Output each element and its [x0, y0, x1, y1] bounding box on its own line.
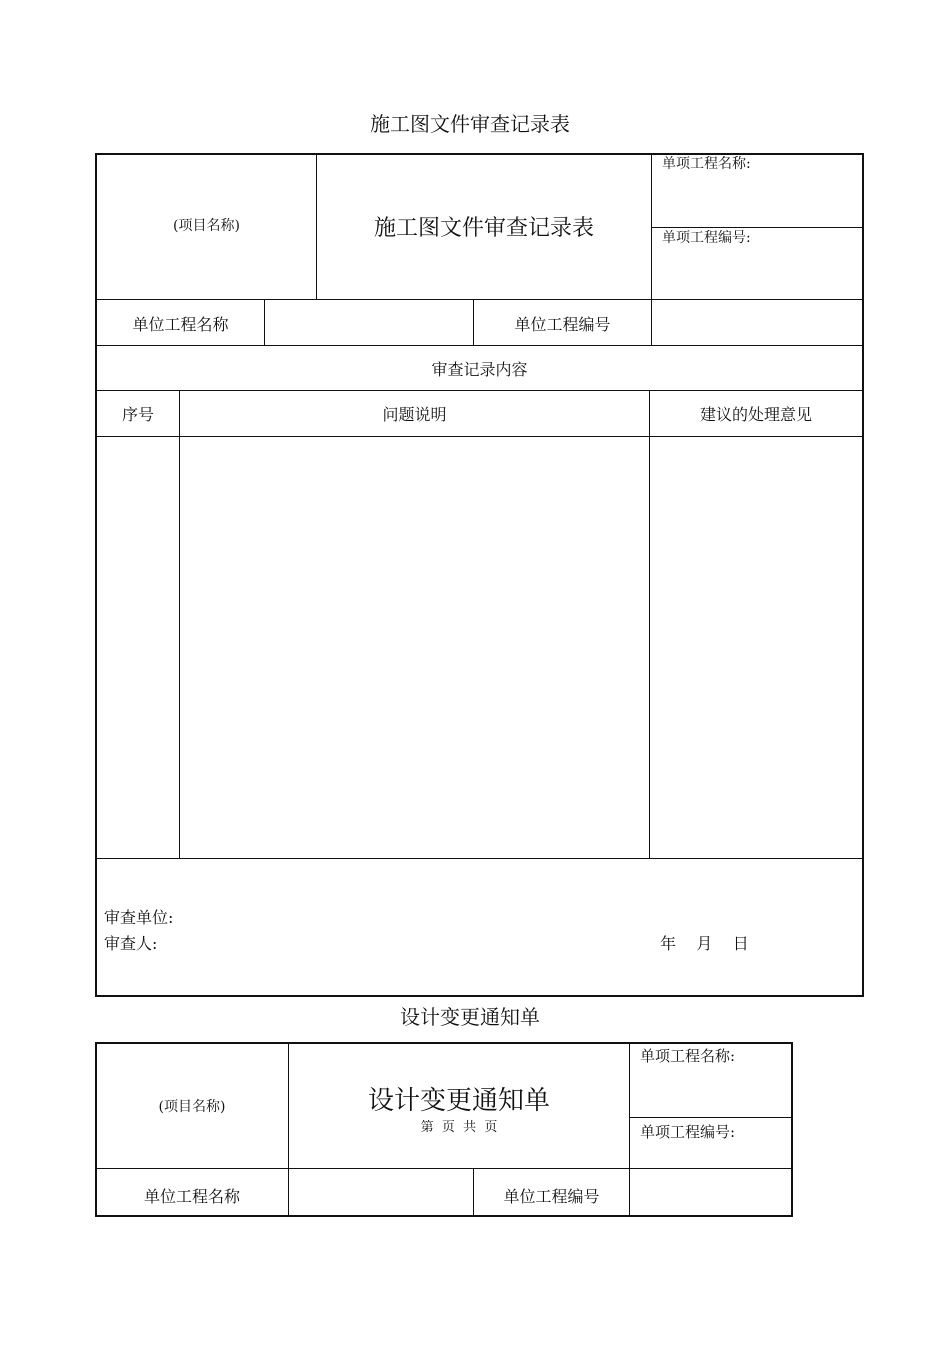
form2-title: 设计变更通知单 — [367, 1086, 550, 1116]
form1-unit-no-field[interactable] — [653, 301, 862, 344]
col-header-seq: 序号 — [121, 405, 154, 424]
review-unit-label: 审查单位: — [104, 908, 174, 927]
reviewer-label: 审查人: — [104, 934, 158, 953]
form1-heading: 施工图文件审查记录表 — [370, 112, 570, 136]
form1-title: 施工图文件审查记录表 — [373, 216, 594, 241]
form1-unit-name-label: 单位工程名称 — [132, 315, 229, 334]
seq-cell[interactable] — [97, 438, 178, 857]
form1-project-name: (项目名称) — [173, 218, 240, 234]
form2-project-name: (项目名称) — [158, 1099, 226, 1115]
form2-unit-name-field[interactable] — [290, 1170, 472, 1215]
form2-item-name-label: 单项工程名称: — [640, 1047, 736, 1065]
form1-item-no-label: 单项工程编号: — [662, 230, 751, 246]
issue-cell[interactable] — [181, 438, 648, 857]
form1-unit-no-label: 单位工程编号 — [514, 315, 611, 334]
date-label: 年 月 日 — [660, 934, 749, 953]
col-header-issue: 问题说明 — [382, 405, 447, 424]
form2-page-label: 第 页 共 页 — [420, 1120, 498, 1135]
form1-item-name-label: 单项工程名称: — [662, 156, 751, 172]
form2-unit-no-label: 单位工程编号 — [503, 1187, 600, 1206]
form2-unit-name-label: 单位工程名称 — [143, 1187, 240, 1206]
form2-heading: 设计变更通知单 — [400, 1005, 540, 1029]
form1-unit-name-field[interactable] — [266, 301, 472, 344]
form2-unit-no-field[interactable] — [631, 1170, 791, 1215]
col-header-suggestion: 建议的处理意见 — [699, 405, 812, 424]
form2-item-no-label: 单项工程编号: — [640, 1123, 736, 1141]
form1-section-title: 审查记录内容 — [431, 360, 528, 379]
suggestion-cell[interactable] — [651, 438, 862, 857]
